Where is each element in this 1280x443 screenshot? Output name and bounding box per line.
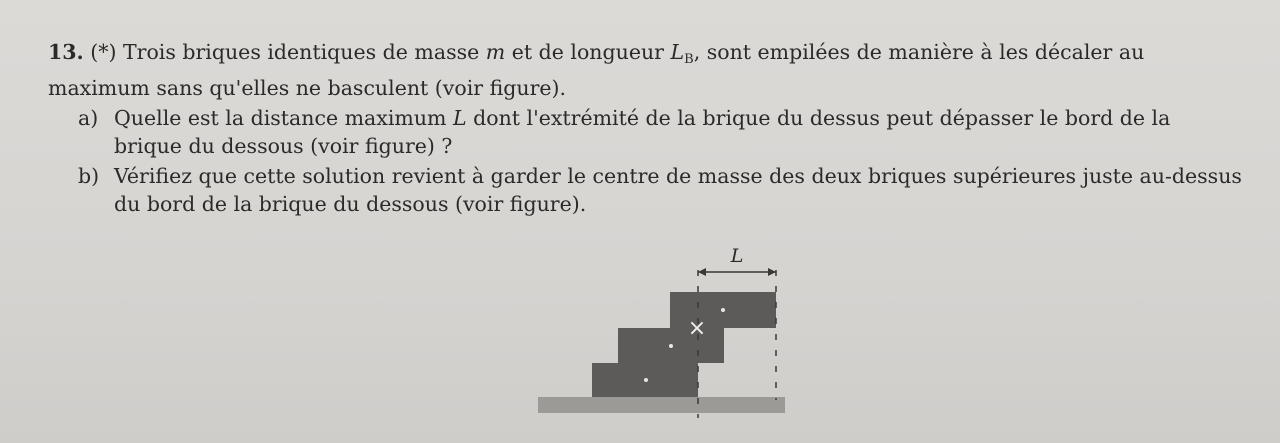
brick-bottom-center-dot xyxy=(644,378,648,382)
difficulty-marker: (*) xyxy=(90,40,117,64)
question-b-label: b) xyxy=(78,164,100,188)
question-a-line-1 xyxy=(114,104,1238,132)
question-b-line-2: du bord de la brique du dessous (voir figure). xyxy=(114,192,587,216)
question-a-symbol: L xyxy=(452,106,467,130)
mass-symbol: m xyxy=(485,40,506,64)
statement-text-3: , sont empilées de manière à les décaler au xyxy=(693,40,1145,64)
problem-13 xyxy=(48,38,1242,218)
problem-statement-line-2: maximum sans qu'elles ne basculent (voir figure). xyxy=(48,76,567,100)
dimension-arrowhead-left xyxy=(698,268,706,276)
question-a-label: a) xyxy=(78,106,99,130)
length-subscript: B xyxy=(684,52,694,67)
question-a-line-2: brique du dessous (voir figure) ? xyxy=(114,134,453,158)
question-a xyxy=(48,104,1238,160)
center-of-mass-marker: × xyxy=(687,316,707,341)
question-a-text-1: Quelle est la distance maximum xyxy=(114,106,453,130)
statement-text-1: Trois briques identiques de masse xyxy=(116,40,486,64)
problem-number: 13. xyxy=(48,40,84,64)
brick-middle-center-dot xyxy=(669,344,673,348)
question-b xyxy=(48,162,1242,218)
brick-stack-figure xyxy=(530,240,800,425)
question-b-line-1: Vérifiez que cette solution revient à garder le centre de masse des deux briques supérieures juste au-dessus xyxy=(114,164,1242,188)
length-symbol: L xyxy=(670,40,685,64)
dimension-label: L xyxy=(730,245,744,267)
table-surface xyxy=(538,397,785,413)
brick-top-center-dot xyxy=(721,308,725,312)
statement-text-2: et de longueur xyxy=(505,40,671,64)
dimension-arrowhead-right xyxy=(768,268,776,276)
problem-statement-line-1 xyxy=(48,38,1238,74)
question-a-text-2: dont l'extrémité de la brique du dessus peut dépasser le bord de la xyxy=(466,106,1171,130)
